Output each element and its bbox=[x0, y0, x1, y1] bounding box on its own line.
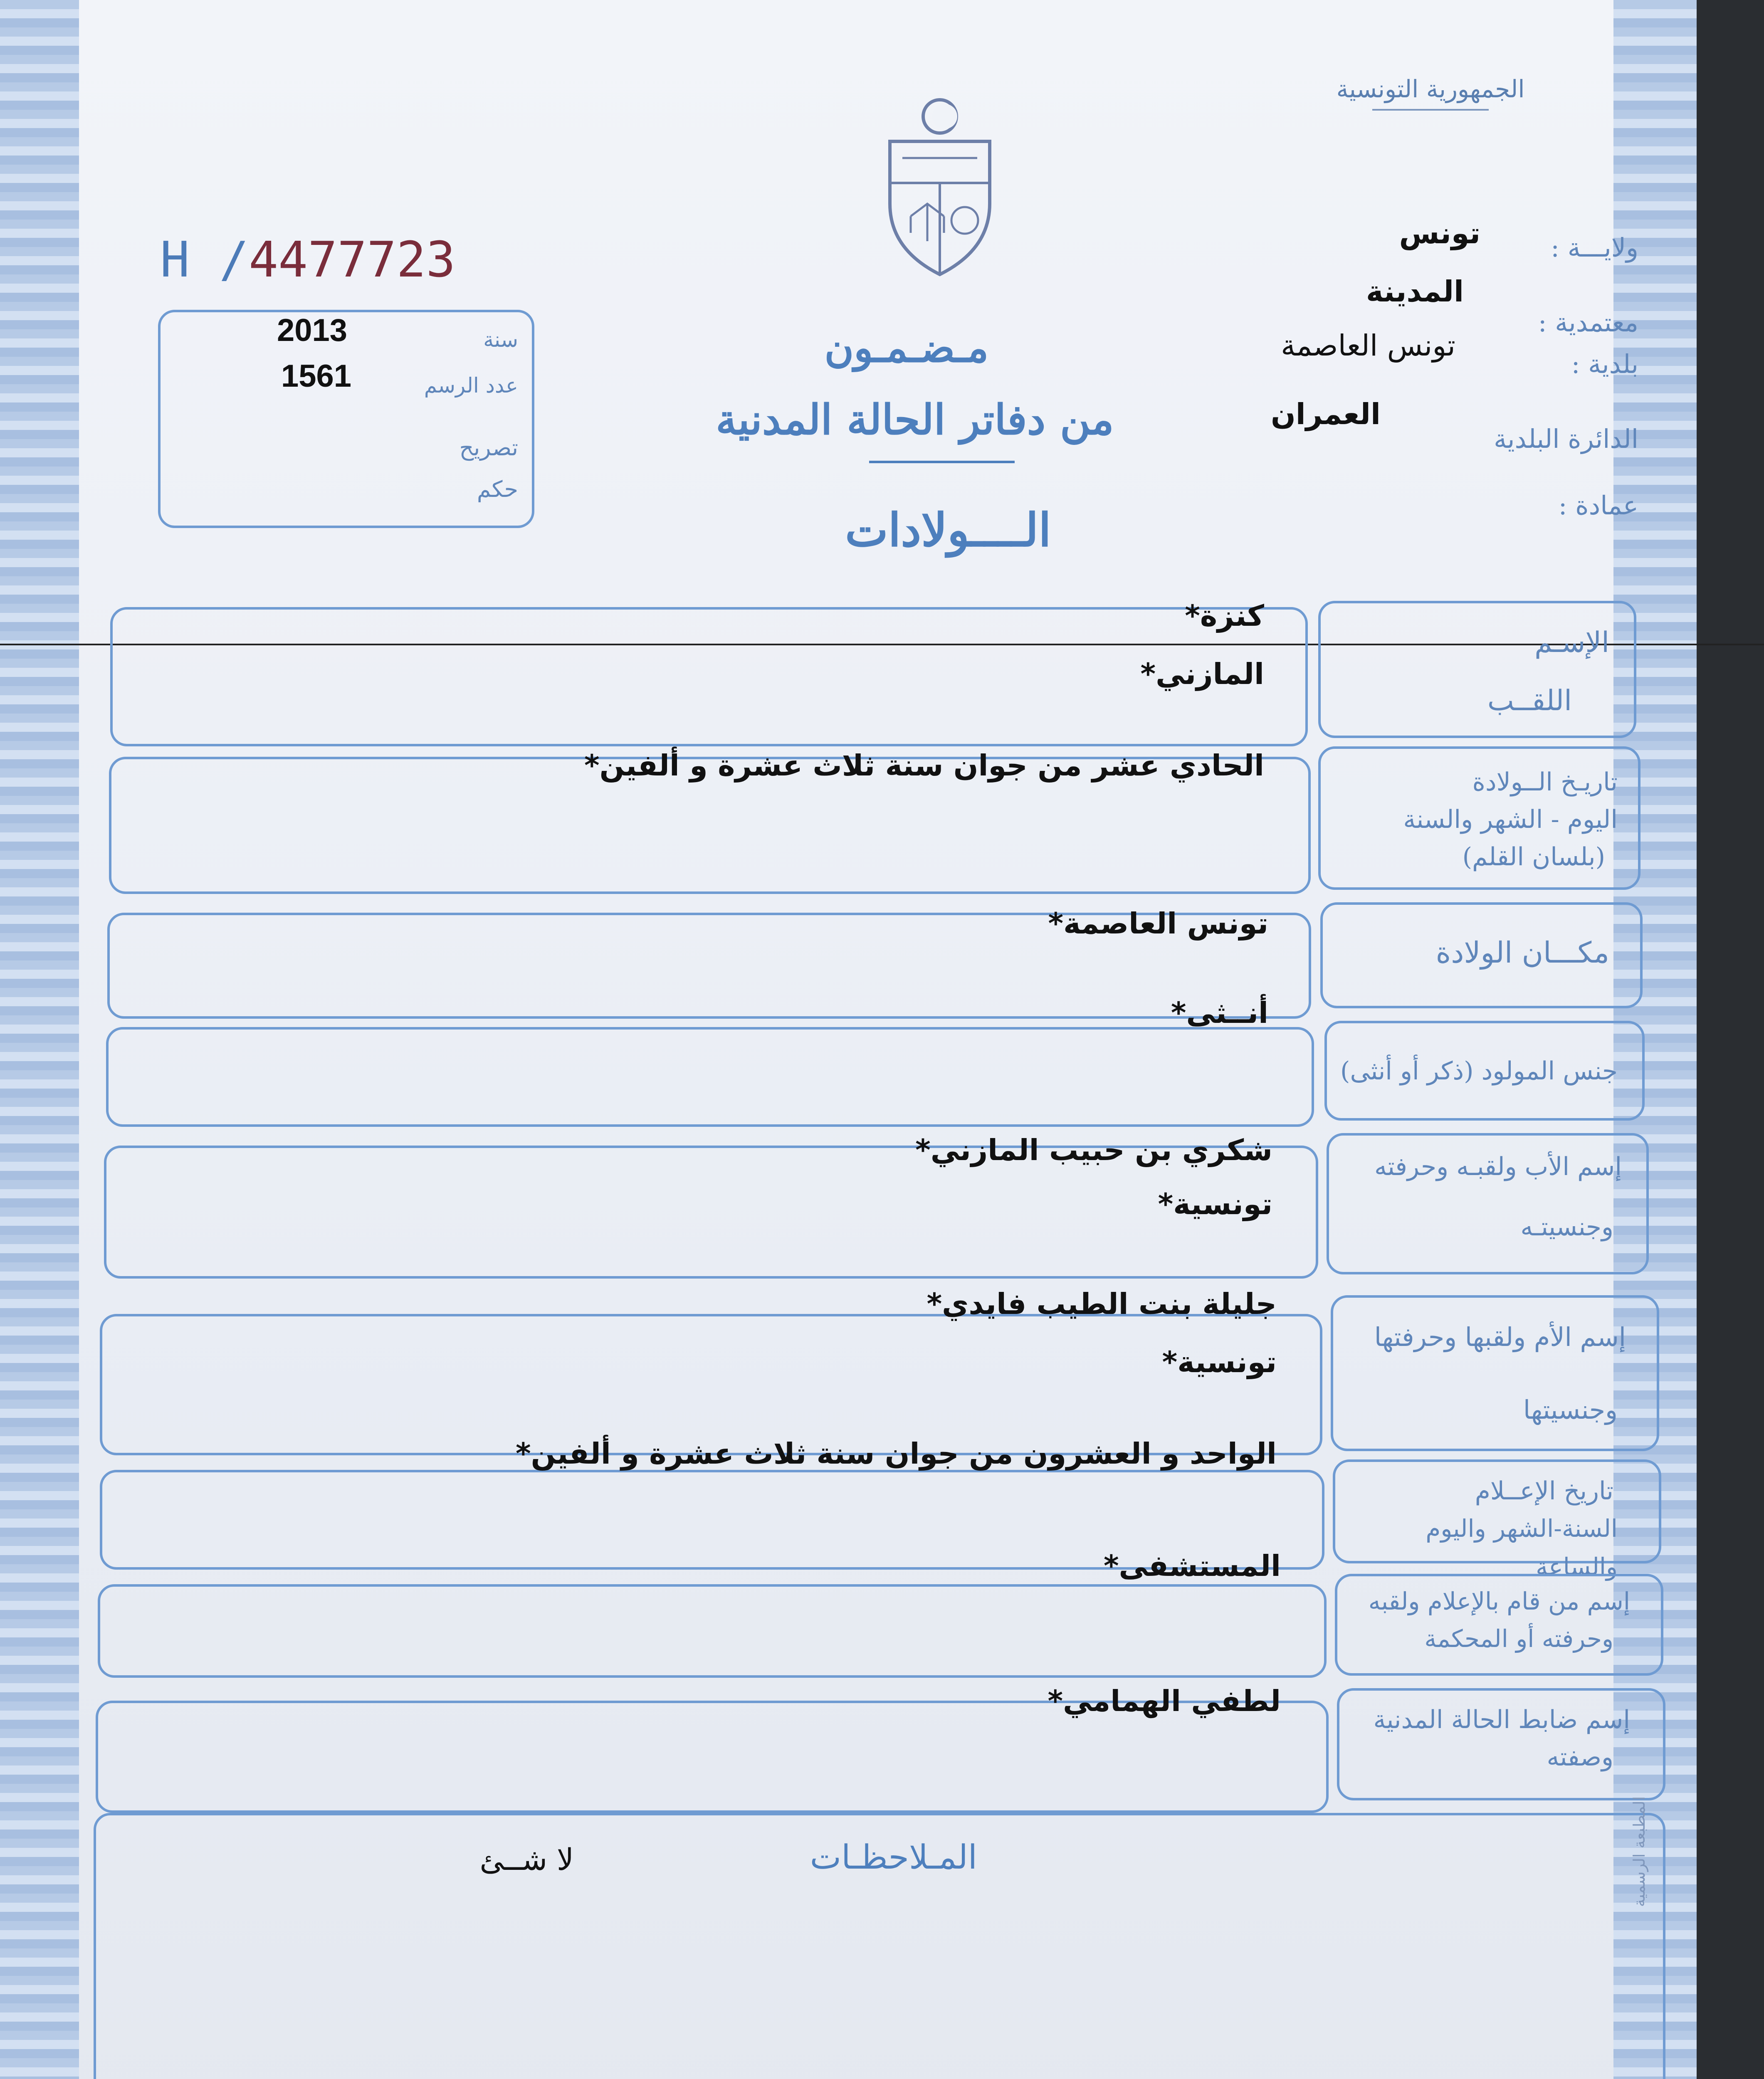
title-line-2: من دفاتر الحالة المدنية bbox=[716, 395, 1114, 444]
printer-mark: المطبعة الرسمية bbox=[1630, 1796, 1648, 1907]
remarks-label: المـلاحظـات bbox=[810, 1838, 977, 1877]
father-name-value: شكري بن حبيب المازني* bbox=[915, 1133, 1272, 1167]
row-mother-label-1: إسم الأم ولقبها وحرفتها bbox=[1374, 1322, 1626, 1352]
delegation-label: معتمدية : bbox=[1538, 307, 1638, 338]
mother-nationality-value: تونسية* bbox=[1162, 1345, 1277, 1379]
district-label: الدائرة البلدية bbox=[1494, 424, 1638, 454]
row-birthdate-label-1: تاريـخ الــولادة bbox=[1472, 768, 1618, 797]
coat-of-arms-icon bbox=[877, 96, 1002, 279]
title-line-1: مـضـمـون bbox=[824, 324, 989, 371]
declaration-date-value: الواحد و العشرون من جوان سنة ثلاث عشرة و ألفين* bbox=[515, 1437, 1277, 1471]
mother-name-value: جليلة بنت الطيب فايدي* bbox=[926, 1287, 1277, 1321]
declarant-value: المستشفى* bbox=[1103, 1549, 1281, 1583]
delegation-value: المدينة bbox=[1366, 274, 1464, 309]
row-declarant-value-box bbox=[98, 1584, 1327, 1678]
register-entry-value: 1561 bbox=[281, 358, 352, 394]
last-name-value: المازني* bbox=[1140, 657, 1264, 691]
row-birthdate-label-2: اليوم - الشهر والسنة bbox=[1403, 805, 1618, 834]
gender-value: أنــثى* bbox=[1171, 996, 1268, 1030]
left-guilloche-border bbox=[0, 0, 79, 2079]
serial-prefix: H / bbox=[160, 231, 249, 288]
sector-label: عمادة : bbox=[1558, 490, 1638, 521]
birth-place-value: تونس العاصمة* bbox=[1048, 906, 1268, 941]
row-gender-label: جنس المولود (ذكر أو أنثى) bbox=[1340, 1057, 1618, 1086]
row-officer-label-1: إسم ضابط الحالة المدنية bbox=[1373, 1705, 1630, 1734]
republic-heading bbox=[1322, 75, 1539, 111]
state-value: تونس bbox=[1399, 216, 1480, 250]
row-father-label-1: إسم الأب ولقبـه وحرفته bbox=[1374, 1152, 1622, 1181]
row-name-label-1: الإسـم bbox=[1534, 626, 1609, 659]
register-year-label: سنة bbox=[483, 328, 518, 352]
first-name-value: كنزة* bbox=[1185, 599, 1264, 633]
father-nationality-value: تونسية* bbox=[1158, 1187, 1272, 1221]
officer-value: لطفي الهمامي* bbox=[1048, 1684, 1281, 1718]
republic-divider bbox=[1372, 109, 1489, 111]
birth-date-value: الحادي عشر من جوان سنة ثلاث عشرة و ألفين* bbox=[584, 748, 1264, 783]
row-birthdate-label-3: (بلسان القلم) bbox=[1462, 842, 1605, 872]
register-year-value: 2013 bbox=[277, 313, 348, 348]
row-mother-value-box bbox=[100, 1314, 1322, 1455]
serial-number bbox=[160, 231, 455, 288]
row-declarant-label-2: وحرفته أو المحكمة bbox=[1424, 1625, 1613, 1653]
row-name-label-2: اللقــب bbox=[1487, 684, 1572, 717]
row-declarant-label-1: إسم من قام بالإعلام ولقبه bbox=[1368, 1587, 1630, 1615]
row-gender-value-box bbox=[106, 1027, 1314, 1127]
row-officer-label-2: وصفته bbox=[1547, 1743, 1613, 1772]
row-father-label-2: وجنسيتـه bbox=[1520, 1212, 1613, 1242]
district-value: العمران bbox=[1270, 397, 1381, 431]
register-declaration-label: تصريح bbox=[459, 435, 518, 461]
state-label: ولايـــة : bbox=[1551, 232, 1638, 263]
title-underline bbox=[869, 461, 1015, 463]
register-box bbox=[158, 310, 534, 528]
municipality-label: بلدية : bbox=[1571, 349, 1638, 379]
row-birthplace-label: مكـــان الولادة bbox=[1435, 936, 1609, 970]
republic-text: الجمهورية التونسية bbox=[1336, 75, 1525, 103]
row-declaration-date-label-2: السنة-الشهر واليوم والساعة bbox=[1426, 1514, 1618, 1581]
register-entry-label: عدد الرسم bbox=[424, 373, 518, 398]
serial-digits: 4477723 bbox=[249, 231, 456, 288]
row-mother-label-2: وجنسيتها bbox=[1523, 1395, 1618, 1425]
title-line-3: الــــولادات bbox=[845, 503, 1051, 557]
municipality-value: تونس العاصمة bbox=[1281, 328, 1455, 363]
register-judgment-label: حكم bbox=[477, 476, 518, 502]
row-declaration-date-label-1: تاريخ الإعــلام bbox=[1475, 1477, 1613, 1506]
remarks-value: لا شــئ bbox=[479, 1842, 574, 1877]
